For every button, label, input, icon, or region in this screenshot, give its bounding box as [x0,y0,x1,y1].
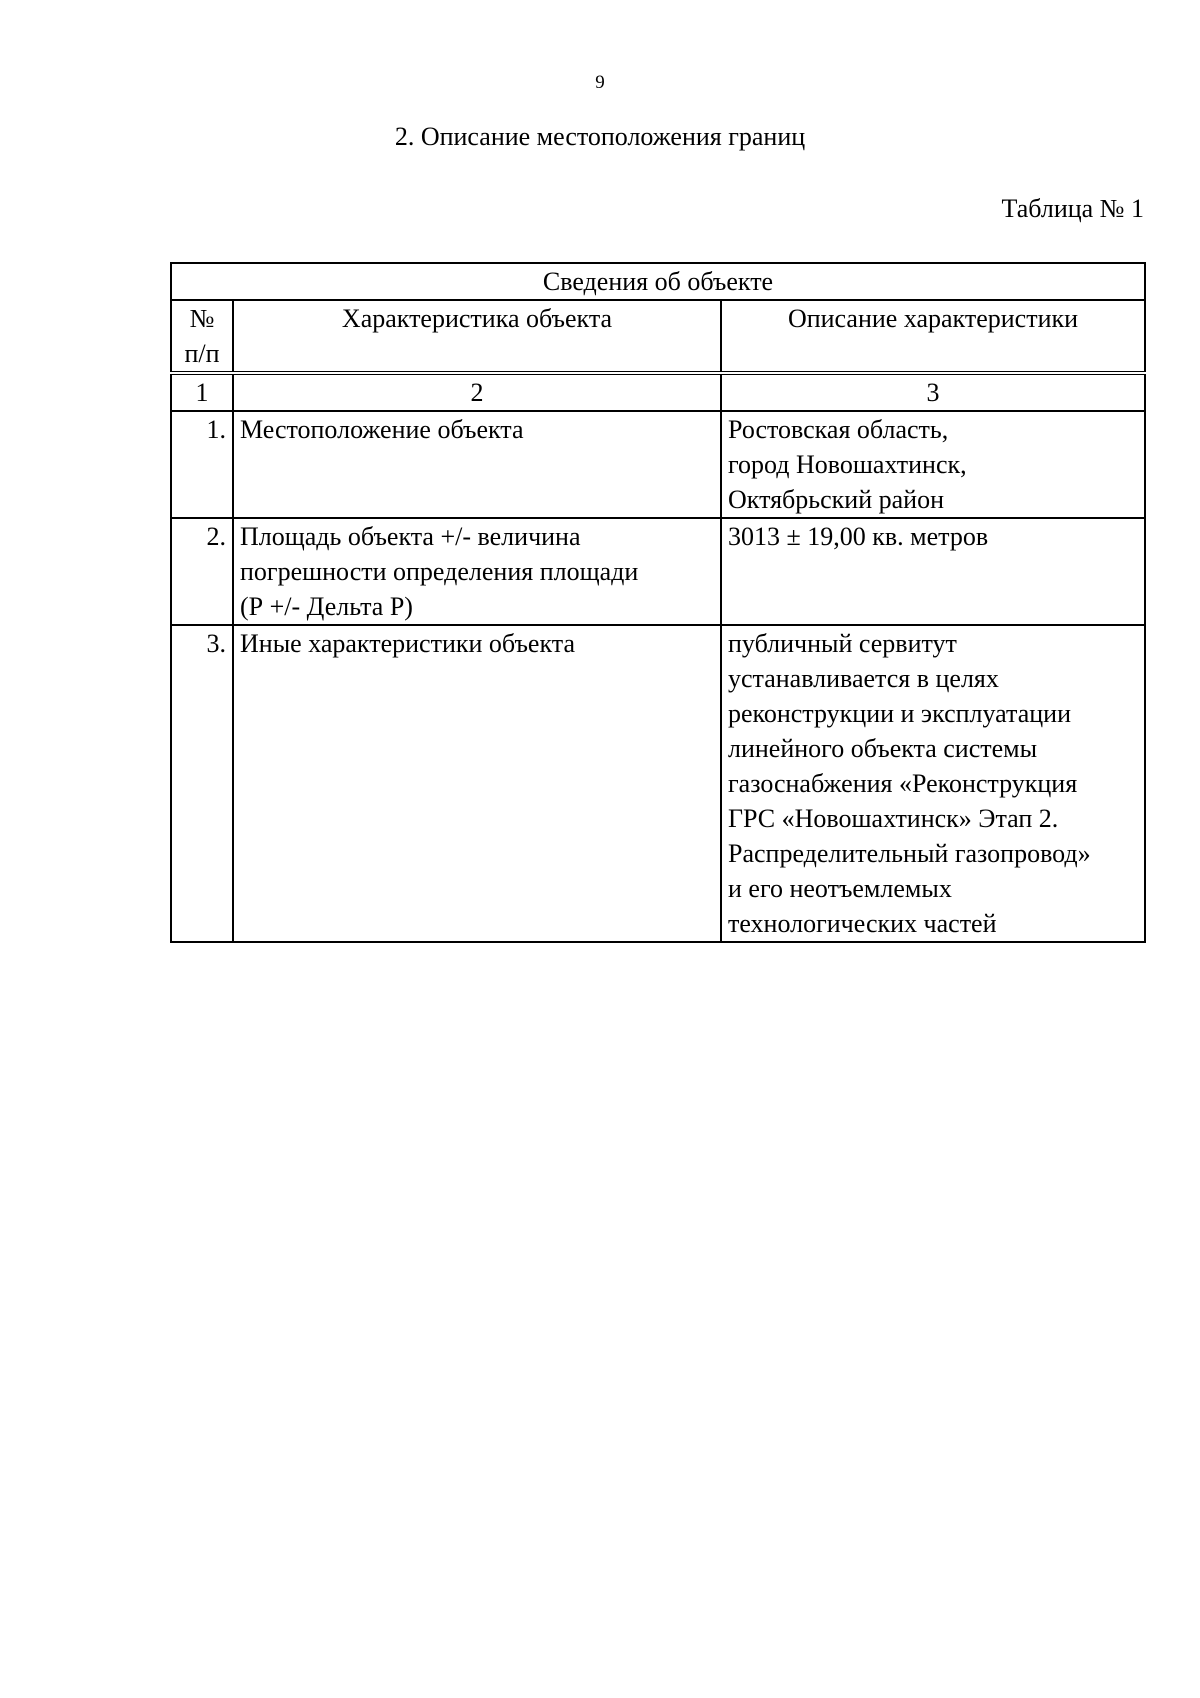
column-number: 1 [171,373,233,411]
text-line: технологических частей [728,909,997,938]
table-row [171,518,1145,625]
row-characteristic [233,625,721,942]
row-description [721,625,1145,942]
header-description: Описание характеристики [721,300,1145,373]
row-characteristic [233,411,721,518]
row-description [721,411,1145,518]
header-num-line2: п/п [184,339,220,368]
text-line: Площадь объекта +/- величина [240,522,581,551]
object-info-table [170,262,1146,943]
page-number: 9 [595,72,605,93]
row-description [721,518,1145,625]
row-num: 3. [171,625,233,942]
text-line: (Р +/- Дельта Р) [240,592,413,621]
column-numbers-row [171,373,1145,411]
text-line: ГРС «Новошахтинск» Этап 2. [728,804,1059,833]
table-title: Сведения об объекте [171,263,1145,300]
text-line: линейного объекта системы [728,734,1038,763]
section-title: 2. Описание местоположения границ [394,122,806,151]
table-row [171,411,1145,518]
table-row [171,625,1145,942]
text-line: Ростовская область, [728,415,949,444]
text-line: Местоположение объекта [240,415,524,444]
text-line: и его неотъемлемых [728,874,952,903]
text-line: Распределительный газопровод» [728,839,1091,868]
row-num: 2. [171,518,233,625]
column-number: 3 [721,373,1145,411]
column-number: 2 [233,373,721,411]
text-line: город Новошахтинск, [728,450,967,479]
table-title-row [171,263,1145,300]
table-header-row [171,300,1145,373]
text-line: газоснабжения «Реконструкция [728,769,1078,798]
header-characteristic: Характеристика объекта [233,300,721,373]
text-line: Октябрьский район [728,485,944,514]
text-line: 3013 ± 19,00 кв. метров [728,522,989,551]
text-line: Иные характеристики объекта [240,629,575,658]
text-line: публичный сервитут [728,629,957,658]
text-line: устанавливается в целях [728,664,999,693]
row-characteristic [233,518,721,625]
header-num [171,300,233,373]
text-line: реконструкции и эксплуатации [728,699,1071,728]
text-line: погрешности определения площади [240,557,639,586]
header-num-line1: № [189,304,215,333]
table-caption: Таблица № 1 [1001,194,1144,223]
row-num: 1. [171,411,233,518]
